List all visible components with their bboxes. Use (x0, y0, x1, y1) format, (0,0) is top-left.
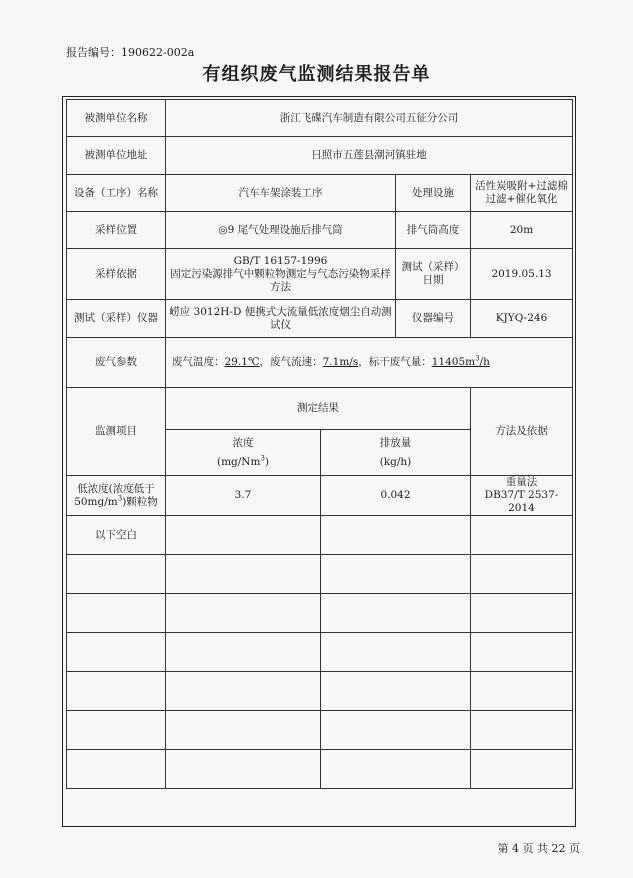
unit-name-row (67, 100, 573, 137)
document-title: 有组织废气监测结果报告单 (202, 64, 431, 85)
gas-volume-value: $11405m^3/h$ (431, 354, 490, 368)
gas-temp-value: 29.1℃ (224, 356, 260, 368)
table-row (67, 672, 573, 711)
table-row (67, 750, 573, 789)
sampling-date-label: 测试（采样）日期 (396, 249, 471, 300)
emission-header: 排放量 (kg/h) (321, 430, 471, 476)
pollutant-name: 低浓度(浓度低于 $50mg/m^3$)颗粒物 (67, 476, 166, 516)
sampling-position-label: 采样位置 (67, 212, 166, 249)
sampling-basis-value (166, 249, 396, 300)
stack-height-label: 排气筒高度 (396, 212, 471, 249)
page-number: 第 4 页 共 22 页 (497, 842, 580, 855)
stack-height-value: 20m (471, 212, 573, 249)
method-value: 重量法 DB37/T 2537-2014 (471, 476, 573, 516)
gas-params-label: 废气参数 (67, 338, 166, 388)
instrument-label: 测试（采样）仪器 (67, 300, 166, 338)
gas-volume-label: ，标干废气量： (358, 356, 432, 368)
gas-params-value (166, 338, 573, 388)
sampling-position-value: ◎9 尾气处理设施后排气筒 (166, 212, 396, 249)
unit-name-value: 浙江飞碟汽车制造有限公司五征分公司 (166, 100, 573, 137)
concentration-header: 浓度 (mg/Nm$^3$) (166, 430, 321, 476)
table-row (67, 516, 573, 555)
equipment-label: 设备（工序）名称 (67, 175, 166, 212)
basis-description: 固定污染源排气中颗粒物测定与气态污染物采样方法 (170, 267, 391, 293)
unit-address-value: 日照市五莲县潮河镇驻地 (166, 137, 573, 175)
method-header: 方法及依据 (471, 388, 573, 476)
sampling-basis-label: 采样依据 (67, 249, 166, 300)
table-row (67, 633, 573, 672)
report-number: 报告编号：190622-002a (66, 46, 195, 59)
unit-address-row (67, 137, 573, 175)
treatment-value: 活性炭吸附+过滤棉过滤+催化氧化 (471, 175, 573, 212)
results-header-row (67, 388, 573, 430)
results-table (66, 99, 573, 789)
gas-params-row (67, 338, 573, 388)
emission-value: 0.042 (321, 476, 471, 516)
blank-note: 以下空白 (67, 516, 166, 555)
equipment-value: 汽车车架涂装工序 (166, 175, 396, 212)
sampling-date-value: 2019.05.13 (471, 249, 573, 300)
unit-address-label: 被测单位地址 (67, 137, 166, 175)
instrument-no-label: 仪器编号 (396, 300, 471, 338)
gas-flow-label: ，废气流速： (259, 356, 323, 368)
table-row (67, 594, 573, 633)
equipment-row (67, 175, 573, 212)
basis-standard: GB/T 16157-1996 (233, 254, 328, 267)
gas-flow-value: 7.1m/s (322, 356, 359, 368)
instrument-no-value: KJYQ-246 (471, 300, 573, 338)
instrument-row (67, 300, 573, 338)
table-row (67, 711, 573, 750)
sampling-basis-row (67, 249, 573, 300)
gas-temp-label: 废气温度： (172, 356, 225, 368)
measurement-result-header: 测定结果 (166, 388, 471, 430)
unit-name-label: 被测单位名称 (67, 100, 166, 137)
table-row (67, 555, 573, 594)
sampling-position-row (67, 212, 573, 249)
monitoring-item-header: 监测项目 (67, 388, 166, 476)
concentration-value: 3.7 (166, 476, 321, 516)
table-row (67, 476, 573, 516)
treatment-label: 处理设施 (396, 175, 471, 212)
instrument-value: 崂应 3012H-D 便携式大流量低浓度烟尘自动测试仪 (166, 300, 396, 338)
